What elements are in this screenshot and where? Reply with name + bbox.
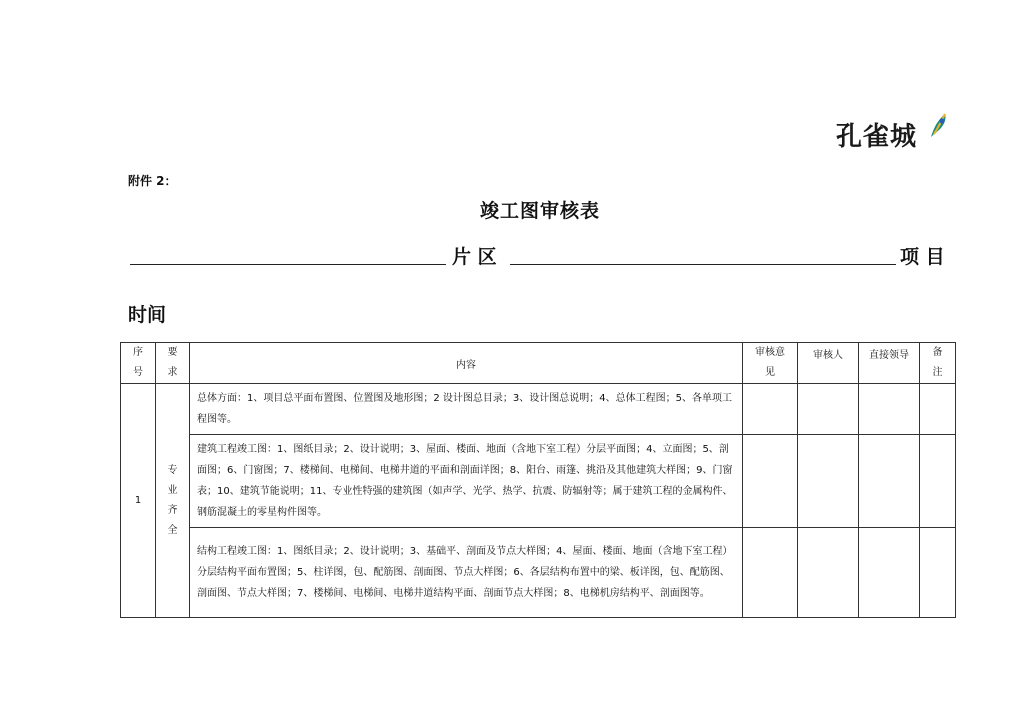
leader-cell[interactable]: [859, 528, 920, 618]
page-title: 竣工图审核表: [479, 200, 600, 222]
leader-cell[interactable]: [859, 384, 920, 435]
reviewer-cell[interactable]: [798, 435, 859, 528]
time-label: 时间: [128, 304, 167, 326]
fill-line: [128, 241, 946, 271]
feather-icon: [928, 112, 948, 138]
logo: [836, 112, 948, 150]
header-seq: 序 号: [121, 343, 156, 384]
remark-cell[interactable]: [920, 528, 956, 618]
district-blank[interactable]: [130, 264, 446, 265]
table-row: [121, 435, 956, 528]
header-requirement: 要 求: [156, 343, 190, 384]
table-row: [121, 528, 956, 618]
header-leader: 直接领导: [859, 343, 920, 384]
remark-cell[interactable]: [920, 435, 956, 528]
opinion-cell[interactable]: [743, 384, 798, 435]
logo-text: 孔雀城: [836, 122, 918, 152]
table-header-row: [121, 343, 956, 384]
content-cell: 总体方面：1、项目总平面布置图、位置图及地形图；2 设计图总目录；3、设计图总说明；4、总体工程图；5、各单项工程图等。: [190, 384, 743, 435]
table-row: [121, 384, 956, 435]
requirement-cell: 专 业 齐 全: [156, 384, 190, 618]
opinion-cell[interactable]: [743, 435, 798, 528]
header-content: 内容: [190, 343, 743, 384]
header-remark: 备 注: [920, 343, 956, 384]
seq-cell: 1: [121, 384, 156, 618]
review-table: [120, 342, 956, 618]
header-opinion: 审核意 见: [743, 343, 798, 384]
header-reviewer: 审核人: [798, 343, 859, 384]
attachment-label: 附件 2：: [128, 174, 177, 188]
district-label: 片 区: [452, 246, 497, 268]
content-cell: 结构工程竣工图：1、图纸目录；2、设计说明；3、基础平、剖面及节点大样图；4、屋面、楼面、地面（含地下室工程）分层结构平面布置图；5、柱详图，包、配筋图、剖面图、节点大样图；6、各层结构布置中的梁、板详图，包、配筋图、剖面图、节点大样图；7、楼梯间、电梯间、电梯井道结构平面、剖面节点大样图；8、电梯机房结构平、剖面图等。: [190, 528, 743, 618]
project-label: 项 目: [900, 246, 945, 268]
leader-cell[interactable]: [859, 435, 920, 528]
content-cell: 建筑工程竣工图：1、图纸目录；2、设计说明；3、屋面、楼面、地面（含地下室工程）分层平面图；4、立面图；5、剖面图；6、门窗图；7、楼梯间、电梯间、电梯井道的平面和剖面详图；8、阳台、雨篷、挑沿及其他建筑大样图；9、门窗表；10、建筑节能说明；11、专业性特强的建筑图（如声学、光学、热学、抗震、防辐射等；属于建筑工程的金属构件、钢筋混凝土的零星构件图等。: [190, 435, 743, 528]
remark-cell[interactable]: [920, 384, 956, 435]
project-blank[interactable]: [510, 264, 896, 265]
opinion-cell[interactable]: [743, 528, 798, 618]
reviewer-cell[interactable]: [798, 384, 859, 435]
reviewer-cell[interactable]: [798, 528, 859, 618]
